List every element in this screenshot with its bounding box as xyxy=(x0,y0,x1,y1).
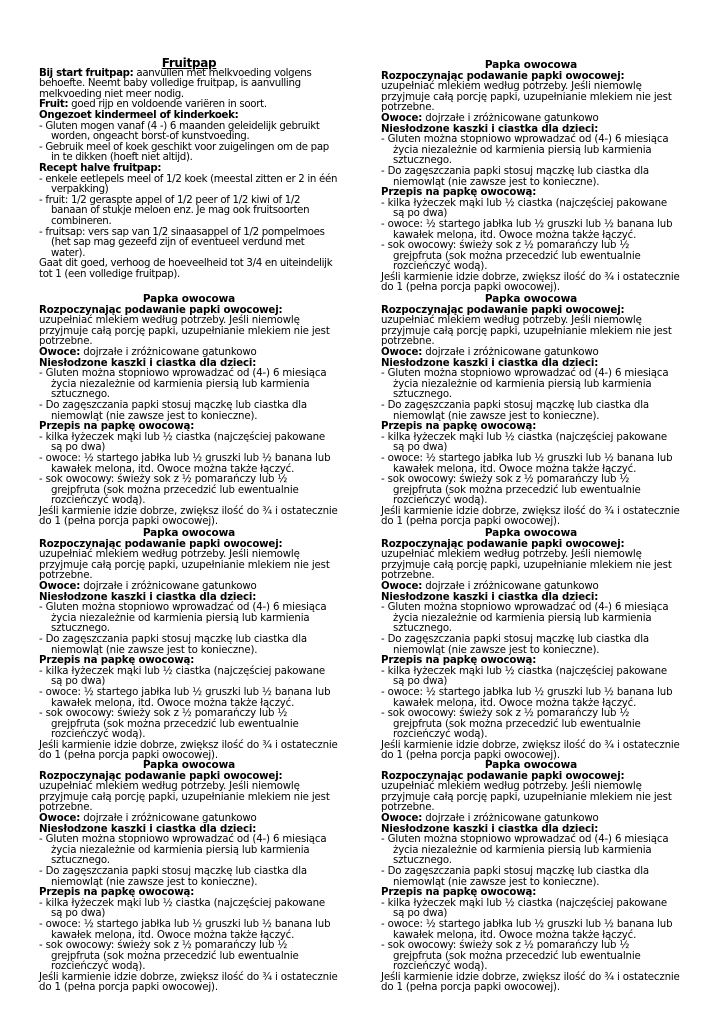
polish-cereal-heading: Niesłodzone kaszki i ciastka dla dzieci: xyxy=(39,357,257,369)
polish-start-paragraph xyxy=(39,540,339,582)
polish-fruit-paragraph xyxy=(381,114,681,125)
polish-start-text: uzupełniać mlekiem według potrzeby. Jeśli niemowlę przyjmuje całą porcję papki, uzupełnianie mlekiem nie jest potrzebne. xyxy=(381,781,672,814)
polish-recipe-item: - sok owocowy: świeży sok z ½ pomarańczy lub ½ grejpfruta (sok można przecedzić lub ewentualnie rozcieńczyć wodą). xyxy=(39,474,299,507)
polish-fruit-text: dojrzałe i zróżnicowane gatunkowo xyxy=(422,346,599,358)
polish-fruit-text: dojrzałe i zróżnicowane gatunkowo xyxy=(422,580,599,592)
polish-fruit-label: Owoce: xyxy=(381,812,423,824)
polish-closing: Jeśli karmienie idzie dobrze, zwiększ ilość do ¾ i ostatecznie do 1 (pełna porcja papki owocowej). xyxy=(39,739,338,762)
polish-cereal-heading: Niesłodzone kaszki i ciastka dla dzieci: xyxy=(381,823,599,835)
dutch-recipe-heading: Recept halve fruitpap: xyxy=(39,162,162,174)
polish-recipe-heading: Przepis na papkę owocową: xyxy=(381,887,537,899)
dutch-closing: Gaat dit goed, verhoog de hoeveelheid tot 3/4 en uiteindelijk tot 1 (een volledige fruitpap). xyxy=(39,258,333,280)
dutch-recipe-item: - fruit: 1/2 geraspte appel of 1/2 peer of 1/2 kiwi of 1/2 banaan of stukje meloen enz. Je mag ook fruitsoorten combineren. xyxy=(39,194,310,227)
polish-start-label: Rozpoczynając podawanie papki owocowej: xyxy=(381,70,625,82)
polish-recipe-item: - sok owocowy: świeży sok z ½ pomarańczy lub ½ grejpfruta (sok można przecedzić lub ewentualnie rozcieńczyć wodą). xyxy=(381,240,641,273)
polish-recipe-item: - kilka łyżeczek mąki lub ½ ciastka (najczęściej pakowane są po dwa) xyxy=(381,665,668,688)
dutch-recipe-item: - enkele eetlepels meel of 1/2 koek (meestal zitten er 2 in één verpakking) xyxy=(39,173,338,196)
polish-recipe-heading: Przepis na papkę owocową: xyxy=(39,887,195,899)
polish-block xyxy=(39,760,339,994)
polish-block xyxy=(39,294,339,528)
polish-start-text: uzupełniać mlekiem według potrzeby. Jeśli niemowlę przyjmuje całą porcję papki, uzupełnianie mlekiem nie jest potrzebne. xyxy=(39,315,330,348)
polish-recipe-item: - kilka łyżeczek mąki lub ½ ciastka (najczęściej pakowane są po dwa) xyxy=(381,431,668,454)
polish-cereal-item: - Do zagęszczania papki stosuj mączkę lub ciastka dla niemowląt (nie zawsze jest to konieczne). xyxy=(39,865,307,888)
polish-cereal-item: - Gluten można stopniowo wprowadzać od (4-) 6 miesiąca życia niezależnie od karmienia piersią lub karmienia sztucznego. xyxy=(39,602,327,635)
polish-recipe-item: - owoce: ½ startego jabłka lub ½ gruszki lub ½ banana lub kawałek melona, itd. Owoce można także łączyć. xyxy=(381,218,673,241)
polish-start-text: uzupełniać mlekiem według potrzeby. Jeśli niemowlę przyjmuje całą porcję papki, uzupełnianie mlekiem nie jest potrzebne. xyxy=(381,315,672,348)
polish-cereal-item: - Gluten można stopniowo wprowadzać od (4-) 6 miesiąca życia niezależnie od karmienia piersią lub karmienia sztucznego. xyxy=(381,834,669,867)
polish-recipe-heading: Przepis na papkę owocową: xyxy=(39,421,195,433)
polish-recipe-heading: Przepis na papkę owocową: xyxy=(381,421,537,433)
polish-block xyxy=(381,760,681,994)
polish-start-paragraph xyxy=(39,306,339,348)
dutch-start-label: Bij start fruitpap: xyxy=(39,67,134,79)
polish-fruit-paragraph xyxy=(39,348,339,359)
polish-start-paragraph xyxy=(381,72,681,114)
polish-start-text: uzupełniać mlekiem według potrzeby. Jeśli niemowlę przyjmuje całą porcję papki, uzupełnianie mlekiem nie jest potrzebne. xyxy=(39,781,330,814)
polish-recipe-heading: Przepis na papkę owocową: xyxy=(39,655,195,667)
polish-cereal-heading: Niesłodzone kaszki i ciastka dla dzieci: xyxy=(381,357,599,369)
polish-fruit-label: Owoce: xyxy=(381,112,423,124)
polish-closing: Jeśli karmienie idzie dobrze, zwiększ ilość do ¾ i ostatecznie do 1 (pełna porcja papki owocowej). xyxy=(381,505,680,528)
polish-recipe-item: - kilka łyżeczek mąki lub ½ ciastka (najczęściej pakowane są po dwa) xyxy=(381,897,668,920)
dutch-recipe-item: - fruitsap: vers sap van 1/2 sinaasappel of 1/2 pompelmoes (het sap mag gezeefd zijn of eventueel verdund met water). xyxy=(39,226,325,259)
polish-recipe-item: - kilka łyżeczek mąki lub ½ ciastka (najczęściej pakowane są po dwa) xyxy=(39,897,326,920)
polish-fruit-paragraph xyxy=(39,582,339,593)
polish-closing: Jeśli karmienie idzie dobrze, zwiększ ilość do ¾ i ostatecznie do 1 (pełna porcja papki owocowej). xyxy=(381,271,680,294)
dutch-fruit-label: Fruit: xyxy=(39,99,69,111)
polish-start-paragraph xyxy=(381,306,681,348)
polish-recipe-item: - owoce: ½ startego jabłka lub ½ gruszki lub ½ banana lub kawałek melona, itd. Owoce można także łączyć. xyxy=(39,918,331,941)
polish-cereal-item: - Gluten można stopniowo wprowadzać od (4-) 6 miesiąca życia niezależnie od karmienia piersią lub karmienia sztucznego. xyxy=(381,602,669,635)
polish-start-paragraph xyxy=(381,540,681,582)
dutch-cereal-item: - Gebruik meel of koek geschikt voor zuigelingen om de pap in te dikken (hoeft niet altijd). xyxy=(39,141,329,164)
polish-recipe-item: - sok owocowy: świeży sok z ½ pomarańczy lub ½ grejpfruta (sok można przecedzić lub ewentualnie rozcieńczyć wodą). xyxy=(381,474,641,507)
polish-block xyxy=(381,294,681,528)
polish-closing: Jeśli karmienie idzie dobrze, zwiększ ilość do ¾ i ostatecznie do 1 (pełna porcja papki owocowej). xyxy=(39,505,338,528)
polish-start-label: Rozpoczynając podawanie papki owocowej: xyxy=(39,770,283,782)
polish-recipe-item: - sok owocowy: świeży sok z ½ pomarańczy lub ½ grejpfruta (sok można przecedzić lub ewentualnie rozcieńczyć wodą). xyxy=(39,940,299,973)
polish-fruit-text: dojrzałe i zróżnicowane gatunkowo xyxy=(422,812,599,824)
polish-title: Papka owocowa xyxy=(484,759,578,771)
polish-title: Papka owocowa xyxy=(484,293,578,305)
polish-fruit-text: dojrzałe i zróżnicowane gatunkowo xyxy=(80,346,257,358)
polish-recipe-item: - owoce: ½ startego jabłka lub ½ gruszki lub ½ banana lub kawałek melona, itd. Owoce można także łączyć. xyxy=(381,686,673,709)
polish-recipe-item: - owoce: ½ startego jabłka lub ½ gruszki lub ½ banana lub kawałek melona, itd. Owoce można także łączyć. xyxy=(39,686,331,709)
polish-fruit-paragraph xyxy=(39,814,339,825)
polish-fruit-label: Owoce: xyxy=(39,346,81,358)
dutch-block xyxy=(39,58,339,280)
polish-recipe-item: - sok owocowy: świeży sok z ½ pomarańczy lub ½ grejpfruta (sok można przecedzić lub ewentualnie rozcieńczyć wodą). xyxy=(39,708,299,741)
polish-fruit-text: dojrzałe i zróżnicowane gatunkowo xyxy=(80,812,257,824)
polish-block xyxy=(39,528,339,762)
polish-recipe-item: - owoce: ½ startego jabłka lub ½ gruszki lub ½ banana lub kawałek melona, itd. Owoce można także łączyć. xyxy=(39,452,331,475)
polish-fruit-paragraph xyxy=(381,814,681,825)
polish-recipe-item: - owoce: ½ startego jabłka lub ½ gruszki lub ½ banana lub kawałek melona, itd. Owoce można także łączyć. xyxy=(381,918,673,941)
polish-cereal-item: - Do zagęszczania papki stosuj mączkę lub ciastka dla niemowląt (nie zawsze jest to konieczne). xyxy=(381,165,649,188)
polish-cereal-item: - Gluten można stopniowo wprowadzać od (4-) 6 miesiąca życia niezależnie od karmienia piersią lub karmienia sztucznego. xyxy=(39,834,327,867)
polish-cereal-item: - Do zagęszczania papki stosuj mączkę lub ciastka dla niemowląt (nie zawsze jest to konieczne). xyxy=(381,633,649,656)
dutch-title: Fruitpap xyxy=(161,56,217,70)
polish-cereal-heading: Niesłodzone kaszki i ciastka dla dzieci: xyxy=(39,591,257,603)
polish-block xyxy=(381,528,681,762)
polish-start-text: uzupełniać mlekiem według potrzeby. Jeśli niemowlę przyjmuje całą porcję papki, uzupełnianie mlekiem nie jest potrzebne. xyxy=(381,81,672,114)
polish-fruit-label: Owoce: xyxy=(39,580,81,592)
polish-start-label: Rozpoczynając podawanie papki owocowej: xyxy=(381,538,625,550)
dutch-start-text: aanvullen met melkvoeding volgens behoefte. Neemt baby volledige fruitpap, is aanvulling melkvoeding niet meer nodig. xyxy=(39,67,312,100)
polish-block xyxy=(381,60,681,294)
polish-cereal-heading: Niesłodzone kaszki i ciastka dla dzieci: xyxy=(381,591,599,603)
polish-fruit-label: Owoce: xyxy=(39,812,81,824)
polish-title: Papka owocowa xyxy=(142,527,236,539)
polish-fruit-text: dojrzałe i zróżnicowane gatunkowo xyxy=(422,112,599,124)
polish-title: Papka owocowa xyxy=(142,759,236,771)
polish-fruit-paragraph xyxy=(381,582,681,593)
polish-start-label: Rozpoczynając podawanie papki owocowej: xyxy=(39,304,283,316)
polish-recipe-item: - kilka łyżeczek mąki lub ½ ciastka (najczęściej pakowane są po dwa) xyxy=(39,431,326,454)
polish-start-text: uzupełniać mlekiem według potrzeby. Jeśli niemowlę przyjmuje całą porcję papki, uzupełnianie mlekiem nie jest potrzebne. xyxy=(39,549,330,582)
dutch-cereal-item: - Gluten mogen vanaf (4 -) 6 maanden geleidelijk gebruikt worden, ongeacht borst-of kunstvoeding. xyxy=(39,120,320,143)
polish-recipe-item: - kilka łyżeczek mąki lub ½ ciastka (najczęściej pakowane są po dwa) xyxy=(381,197,668,220)
polish-fruit-label: Owoce: xyxy=(381,580,423,592)
polish-fruit-label: Owoce: xyxy=(381,346,423,358)
polish-cereal-item: - Gluten można stopniowo wprowadzać od (4-) 6 miesiąca życia niezależnie od karmienia piersią lub karmienia sztucznego. xyxy=(381,134,669,167)
polish-closing: Jeśli karmienie idzie dobrze, zwiększ ilość do ¾ i ostatecznie do 1 (pełna porcja papki owocowej). xyxy=(381,739,680,762)
polish-start-label: Rozpoczynając podawanie papki owocowej: xyxy=(381,770,625,782)
polish-title: Papka owocowa xyxy=(142,293,236,305)
polish-start-paragraph xyxy=(381,772,681,814)
polish-closing: Jeśli karmienie idzie dobrze, zwiększ ilość do ¾ i ostatecznie do 1 (pełna porcja papki owocowej). xyxy=(39,971,338,994)
polish-cereal-item: - Do zagęszczania papki stosuj mączkę lub ciastka dla niemowląt (nie zawsze jest to konieczne). xyxy=(381,399,649,422)
dutch-fruit-text: goed rijp en voldoende variëren in soort. xyxy=(68,99,267,111)
polish-cereal-item: - Do zagęszczania papki stosuj mączkę lub ciastka dla niemowląt (nie zawsze jest to konieczne). xyxy=(39,633,307,656)
polish-recipe-item: - owoce: ½ startego jabłka lub ½ gruszki lub ½ banana lub kawałek melona, itd. Owoce można także łączyć. xyxy=(381,452,673,475)
polish-start-label: Rozpoczynając podawanie papki owocowej: xyxy=(381,304,625,316)
polish-recipe-item: - sok owocowy: świeży sok z ½ pomarańczy lub ½ grejpfruta (sok można przecedzić lub ewentualnie rozcieńczyć wodą). xyxy=(381,708,641,741)
dutch-start-paragraph xyxy=(39,69,339,101)
polish-cereal-heading: Niesłodzone kaszki i ciastka dla dzieci: xyxy=(39,823,257,835)
polish-cereal-item: - Do zagęszczania papki stosuj mączkę lub ciastka dla niemowląt (nie zawsze jest to konieczne). xyxy=(381,865,649,888)
polish-fruit-paragraph xyxy=(381,348,681,359)
polish-closing: Jeśli karmienie idzie dobrze, zwiększ ilość do ¾ i ostatecznie do 1 (pełna porcja papki owocowej). xyxy=(381,971,680,994)
polish-cereal-item: - Gluten można stopniowo wprowadzać od (4-) 6 miesiąca życia niezależnie od karmienia piersią lub karmienia sztucznego. xyxy=(381,368,669,401)
polish-cereal-item: - Gluten można stopniowo wprowadzać od (4-) 6 miesiąca życia niezależnie od karmienia piersią lub karmienia sztucznego. xyxy=(39,368,327,401)
polish-title: Papka owocowa xyxy=(484,59,578,71)
polish-start-paragraph xyxy=(39,772,339,814)
polish-title: Papka owocowa xyxy=(484,527,578,539)
polish-cereal-heading: Niesłodzone kaszki i ciastka dla dzieci: xyxy=(381,123,599,135)
polish-start-text: uzupełniać mlekiem według potrzeby. Jeśli niemowlę przyjmuje całą porcję papki, uzupełnianie mlekiem nie jest potrzebne. xyxy=(381,549,672,582)
dutch-cereal-heading: Ongezoet kindermeel of kinderkoek: xyxy=(39,109,239,121)
polish-recipe-heading: Przepis na papkę owocową: xyxy=(381,187,537,199)
polish-fruit-text: dojrzałe i zróżnicowane gatunkowo xyxy=(80,580,257,592)
polish-cereal-item: - Do zagęszczania papki stosuj mączkę lub ciastka dla niemowląt (nie zawsze jest to konieczne). xyxy=(39,399,307,422)
polish-recipe-heading: Przepis na papkę owocową: xyxy=(381,655,537,667)
polish-recipe-item: - kilka łyżeczek mąki lub ½ ciastka (najczęściej pakowane są po dwa) xyxy=(39,665,326,688)
polish-recipe-item: - sok owocowy: świeży sok z ½ pomarańczy lub ½ grejpfruta (sok można przecedzić lub ewentualnie rozcieńczyć wodą). xyxy=(381,940,641,973)
polish-start-label: Rozpoczynając podawanie papki owocowej: xyxy=(39,538,283,550)
